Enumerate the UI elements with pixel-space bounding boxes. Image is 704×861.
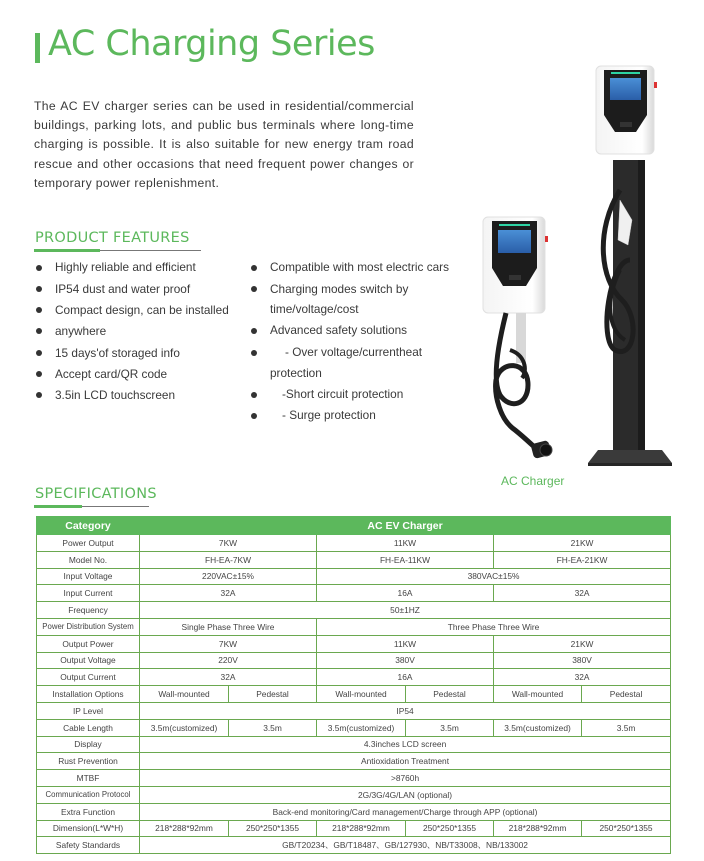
- feature-item: protection: [270, 366, 322, 380]
- bullet-icon: [36, 350, 42, 356]
- table-row: [37, 652, 671, 669]
- features-heading: PRODUCT FEATURES: [35, 230, 190, 246]
- product-caption: AC Charger: [501, 474, 565, 488]
- cell: Antioxidation Treatment: [140, 753, 671, 770]
- row-label: IP Level: [37, 702, 140, 719]
- features-underline: [34, 250, 201, 251]
- cell: 7KW: [140, 535, 317, 552]
- page-title: AC Charging Series: [48, 24, 375, 64]
- cell: Three Phase Three Wire: [317, 618, 671, 635]
- cell: Pedestal: [582, 686, 671, 703]
- row-label: Dimension(L*W*H): [37, 820, 140, 837]
- table-row: [37, 669, 671, 686]
- table-row: [37, 568, 671, 585]
- feature-item: - Surge protection: [282, 408, 376, 422]
- bullet-icon: [36, 286, 42, 292]
- feature-item: - Over voltage/currentheat: [285, 345, 423, 359]
- row-label: Display: [37, 736, 140, 753]
- bullet-icon: [251, 350, 257, 356]
- row-label: Safety Standards: [37, 837, 140, 854]
- table-header-row: [37, 517, 671, 535]
- row-label: Communication Protocol: [37, 786, 140, 803]
- table-row: [37, 820, 671, 837]
- cell: 250*250*1355: [406, 820, 494, 837]
- table-row: [37, 686, 671, 703]
- row-label: Installation Options: [37, 686, 140, 703]
- feature-item: Compact design, can be installed: [55, 303, 229, 317]
- row-label: MTBF: [37, 770, 140, 787]
- cell: 380V: [317, 652, 494, 669]
- cell: 4.3inches LCD screen: [140, 736, 671, 753]
- table-row: [37, 837, 671, 854]
- feature-item: Charging modes switch by: [270, 282, 409, 296]
- specifications-table: [36, 516, 671, 854]
- row-label: Rust Prevention: [37, 753, 140, 770]
- table-row: [37, 551, 671, 568]
- bullet-icon: [36, 307, 42, 313]
- cell: FH-EA-21KW: [494, 551, 671, 568]
- specifications-heading: SPECIFICATIONS: [35, 486, 157, 502]
- cell: IP54: [140, 702, 671, 719]
- feature-item: 3.5in LCD touchscreen: [55, 388, 176, 402]
- bullet-icon: [36, 265, 42, 271]
- cell: FH-EA-7KW: [140, 551, 317, 568]
- ac-charger-product-image: [470, 60, 704, 470]
- cell: 32A: [494, 585, 671, 602]
- cell: 3.5m(customized): [494, 719, 582, 736]
- table-row: [37, 635, 671, 652]
- cell: 21KW: [494, 635, 671, 652]
- cell: 218*288*92mm: [140, 820, 229, 837]
- feature-item: Compatible with most electric cars: [270, 260, 449, 274]
- cell: Wall-mounted: [317, 686, 406, 703]
- row-label: Extra Function: [37, 803, 140, 820]
- cell: 250*250*1355: [582, 820, 671, 837]
- bullet-icon: [36, 371, 42, 377]
- bullet-icon: [251, 392, 257, 398]
- table-row: [37, 753, 671, 770]
- cell: 218*288*92mm: [494, 820, 582, 837]
- cell: GB/T20234、GB/T18487、GB/127930、NB/T33008、NB/133002: [140, 837, 671, 854]
- row-label: Output Voltage: [37, 652, 140, 669]
- table-row: [37, 535, 671, 552]
- bullet-icon: [36, 392, 42, 398]
- cell: 3.5m(customized): [317, 719, 406, 736]
- feature-item: anywhere: [55, 324, 107, 338]
- bullet-icon: [251, 328, 257, 334]
- feature-item: IP54 dust and water proof: [55, 282, 191, 296]
- feature-item: Advanced safety solutions: [270, 323, 408, 337]
- cell: FH-EA-11KW: [317, 551, 494, 568]
- cell: Single Phase Three Wire: [140, 618, 317, 635]
- title-accent-bar: [35, 33, 40, 63]
- cell: 3.5m: [406, 719, 494, 736]
- cell: 16A: [317, 669, 494, 686]
- table-row: [37, 618, 671, 635]
- cell: Pedestal: [229, 686, 317, 703]
- cell: 21KW: [494, 535, 671, 552]
- cell: 11KW: [317, 535, 494, 552]
- cell: 11KW: [317, 635, 494, 652]
- cell: 32A: [494, 669, 671, 686]
- row-label: Output Power: [37, 635, 140, 652]
- row-label: Output Current: [37, 669, 140, 686]
- cell: 7KW: [140, 635, 317, 652]
- table-row: [37, 803, 671, 820]
- cell: 16A: [317, 585, 494, 602]
- bullet-icon: [251, 265, 257, 271]
- bullet-icon: [251, 413, 257, 419]
- row-label: Model No.: [37, 551, 140, 568]
- cell: 218*288*92mm: [317, 820, 406, 837]
- header-category: Category: [37, 517, 140, 535]
- row-label: Input Current: [37, 585, 140, 602]
- feature-item: Accept card/QR code: [55, 367, 168, 381]
- table-row: [37, 602, 671, 619]
- row-label: Cable Length: [37, 719, 140, 736]
- cell: 220VAC±15%: [140, 568, 317, 585]
- cell: 50±1HZ: [140, 602, 671, 619]
- specifications-underline: [34, 506, 149, 507]
- table-row: [37, 786, 671, 803]
- bullet-icon: [36, 328, 42, 334]
- cell: 380V: [494, 652, 671, 669]
- row-label: Frequency: [37, 602, 140, 619]
- intro-paragraph: The AC EV charger series can be used in residential/commercial buildings, parking lots, and public bus terminals where long-time charging is possible. It is also suitable for new energy tram road rescue and other occasions that need frequent power changes or temporary power replenishment.: [34, 99, 414, 190]
- cell: 2G/3G/4G/LAN (optional): [140, 786, 671, 803]
- row-label: Power Distribution System: [37, 618, 140, 635]
- table-row: [37, 585, 671, 602]
- bullet-icon: [251, 286, 257, 292]
- table-row: [37, 736, 671, 753]
- feature-item: -Short circuit protection: [282, 387, 404, 401]
- feature-item: Highly reliable and efficient: [55, 260, 196, 274]
- cell: 220V: [140, 652, 317, 669]
- cell: 3.5m: [582, 719, 671, 736]
- feature-item: 15 days'of storaged info: [55, 346, 180, 360]
- table-row: [37, 702, 671, 719]
- table-row: [37, 770, 671, 787]
- row-label: Power Output: [37, 535, 140, 552]
- cell: 32A: [140, 585, 317, 602]
- cell: Wall-mounted: [140, 686, 229, 703]
- cell: 3.5m: [229, 719, 317, 736]
- row-label: Input Voltage: [37, 568, 140, 585]
- cell: 3.5m(customized): [140, 719, 229, 736]
- cell: Back-end monitoring/Card management/Charge through APP (optional): [140, 803, 671, 820]
- header-product: AC EV Charger: [140, 517, 671, 535]
- cell: Wall-mounted: [494, 686, 582, 703]
- table-row: [37, 719, 671, 736]
- cell: 380VAC±15%: [317, 568, 671, 585]
- cell: Pedestal: [406, 686, 494, 703]
- cell: >8760h: [140, 770, 671, 787]
- cell: 32A: [140, 669, 317, 686]
- feature-item: time/voltage/cost: [270, 302, 359, 316]
- cell: 250*250*1355: [229, 820, 317, 837]
